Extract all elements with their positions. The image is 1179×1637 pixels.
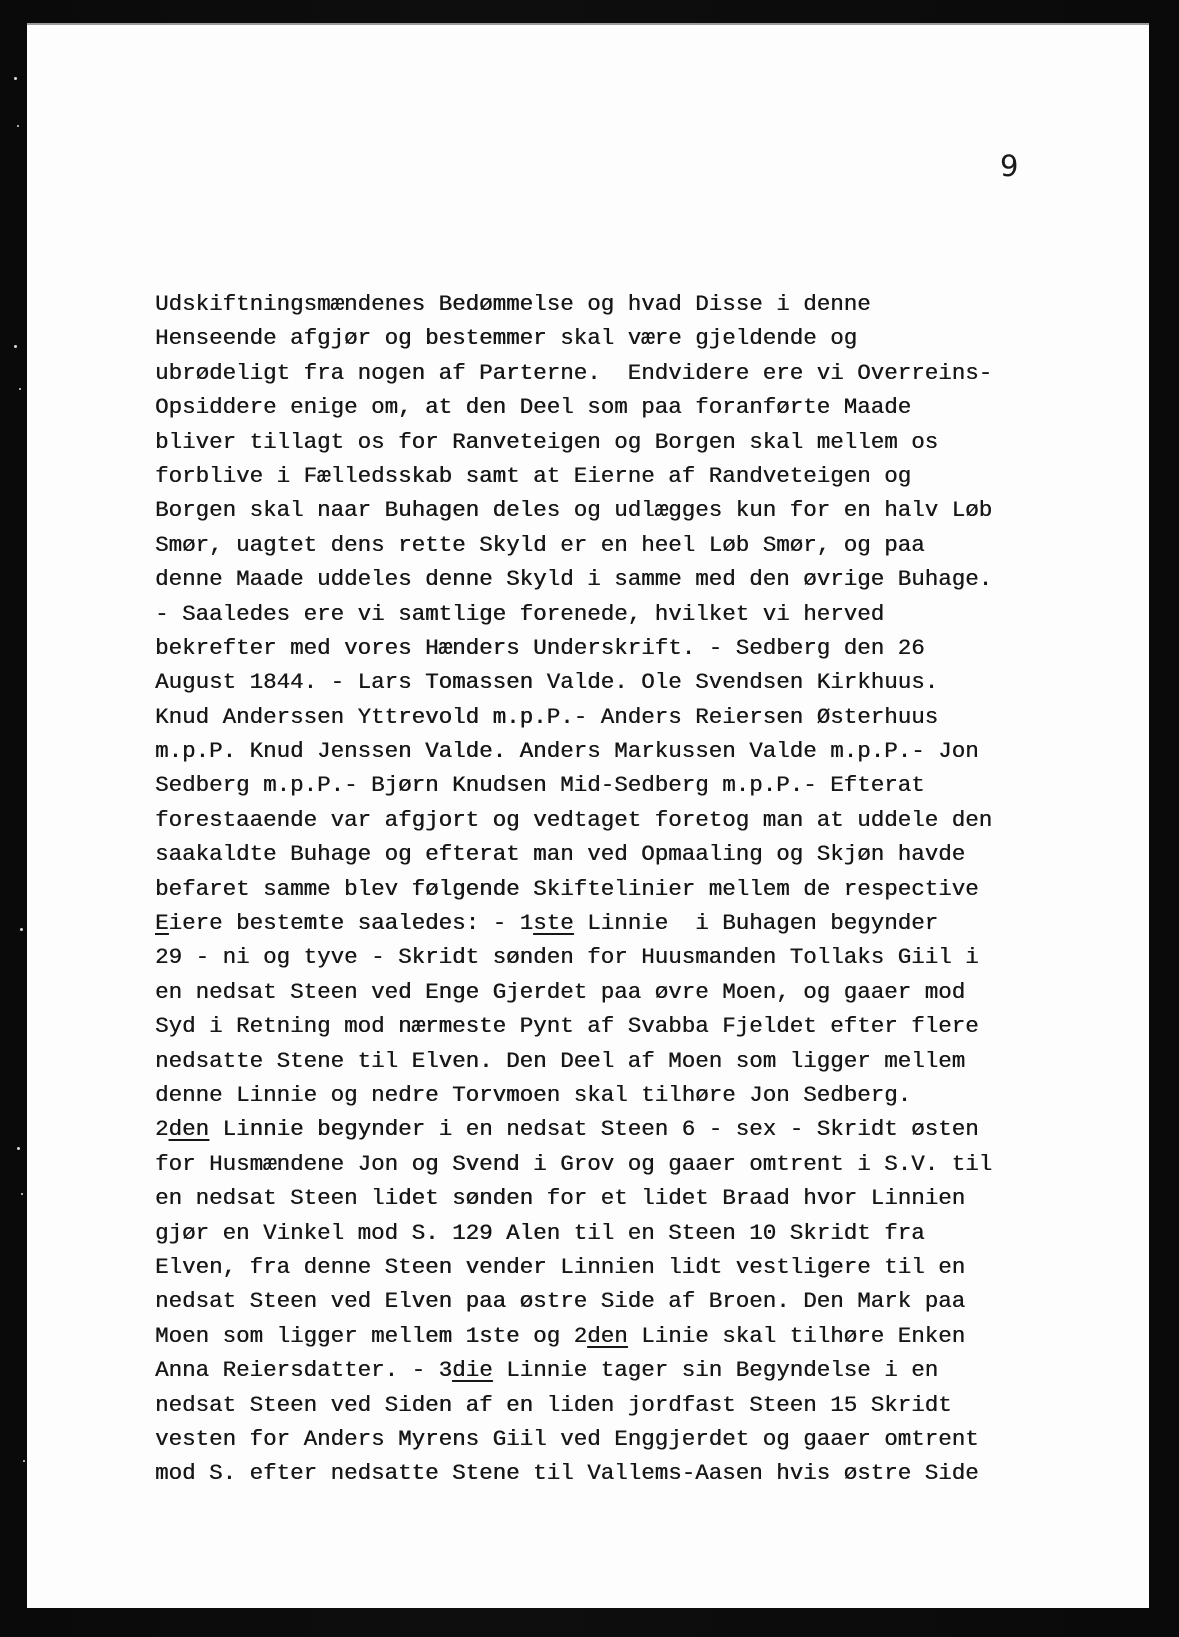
text-line bbox=[155, 975, 992, 1009]
text-line bbox=[155, 1250, 992, 1284]
text-segment: nedsat Steen ved Siden af en liden jordfast Steen 15 Skridt bbox=[155, 1391, 952, 1418]
text-segment: en nedsat Steen lidet sønden for et lidet Braad hvor Linnien bbox=[155, 1185, 966, 1212]
text-line bbox=[155, 597, 992, 631]
text-line bbox=[155, 1456, 992, 1490]
text-line bbox=[155, 1319, 992, 1353]
text-line bbox=[155, 1009, 992, 1043]
text-segment: saakaldte Buhage og efterat man ved Opmaaling og Skjøn havde bbox=[155, 841, 966, 868]
text-segment: Smør, uagtet dens rette Skyld er en heel Løb Smør, og paa bbox=[155, 531, 925, 558]
text-segment: mod S. efter nedsatte Stene til Vallems-Aasen hvis østre Side bbox=[155, 1460, 979, 1487]
dust-speck bbox=[23, 1460, 25, 1462]
text-segment: bekrefter med vores Hænders Underskrift. - Sedberg den 26 bbox=[155, 634, 925, 661]
text-segment: Linnie begynder i en nedsat Steen 6 - sex - Skridt østen bbox=[209, 1116, 979, 1143]
text-line bbox=[155, 872, 992, 906]
scanned-page bbox=[27, 23, 1149, 1608]
text-line bbox=[155, 1112, 992, 1146]
dust-speck bbox=[17, 1147, 20, 1150]
text-line bbox=[155, 459, 992, 493]
text-segment: - Saaledes ere vi samtlige forenede, hvilket vi herved bbox=[155, 600, 885, 627]
text-line bbox=[155, 906, 992, 940]
text-segment: Linnie i Buhagen begynder bbox=[573, 910, 939, 937]
dust-speck bbox=[19, 388, 21, 390]
text-segment: Elven, fra denne Steen vender Linnien lidt vestligere til en bbox=[155, 1253, 966, 1280]
text-line bbox=[155, 528, 992, 562]
text-line bbox=[155, 700, 992, 734]
text-segment: nedsatte Stene til Elven. Den Deel af Moen som ligger mellem bbox=[155, 1047, 966, 1074]
text-line bbox=[155, 1044, 992, 1078]
text-line bbox=[155, 1147, 992, 1181]
text-line bbox=[155, 1422, 992, 1456]
text-segment: forestaaende var afgjort og vedtaget foretog man at uddele den bbox=[155, 806, 993, 833]
text-segment: gjør en Vinkel mod S. 129 Alen til en Steen 10 Skridt fra bbox=[155, 1219, 925, 1246]
dust-speck bbox=[20, 928, 23, 931]
text-segment: iere bestemte saaledes: - 1 bbox=[168, 910, 534, 937]
text-segment: ubrødeligt fra nogen af Parterne. Endvidere ere vi Overreins- bbox=[155, 359, 993, 386]
text-line bbox=[155, 356, 992, 390]
text-line bbox=[155, 1216, 992, 1250]
text-line bbox=[155, 390, 992, 424]
dust-speck bbox=[14, 77, 17, 80]
text-segment: Anna Reiersdatter. - 3 bbox=[155, 1357, 453, 1384]
text-segment: Linie skal tilhøre Enken bbox=[627, 1322, 966, 1349]
text-line bbox=[155, 803, 992, 837]
dust-speck bbox=[14, 345, 17, 348]
text-line bbox=[155, 734, 992, 768]
text-line bbox=[155, 493, 992, 527]
text-line bbox=[155, 287, 992, 321]
text-line bbox=[155, 1284, 992, 1318]
text-segment: 2 bbox=[155, 1116, 169, 1143]
text-segment: August 1844. - Lars Tomassen Valde. Ole Svendsen Kirkhuus. bbox=[155, 669, 939, 696]
text-segment: en nedsat Steen ved Enge Gjerdet paa øvre Moen, og gaaer mod bbox=[155, 978, 966, 1005]
text-line bbox=[155, 631, 992, 665]
text-segment: denne Maade uddeles denne Skyld i samme med den øvrige Buhage. bbox=[155, 566, 993, 593]
dust-speck bbox=[21, 1193, 23, 1195]
underlined-text: den bbox=[168, 1116, 210, 1143]
text-line bbox=[155, 1388, 992, 1422]
text-line bbox=[155, 837, 992, 871]
text-segment: Knud Anderssen Yttrevold m.p.P.- Anders Reiersen Østerhuus bbox=[155, 703, 939, 730]
text-line bbox=[155, 940, 992, 974]
underlined-text: die bbox=[452, 1357, 493, 1384]
underlined-text: ste bbox=[533, 910, 574, 937]
text-line bbox=[155, 1353, 992, 1387]
text-line bbox=[155, 562, 992, 596]
text-segment: Opsiddere enige om, at den Deel som paa foranførte Maade bbox=[155, 394, 912, 421]
text-segment: denne Linnie og nedre Torvmoen skal tilhøre Jon Sedberg. bbox=[155, 1081, 912, 1108]
text-block bbox=[155, 287, 992, 1491]
page-number: 9 bbox=[1000, 149, 1019, 183]
text-segment: 29 - ni og tyve - Skridt sønden for Huusmanden Tollaks Giil i bbox=[155, 944, 979, 971]
text-segment: Udskiftningsmændenes Bedømmelse og hvad Disse i denne bbox=[155, 291, 871, 317]
text-segment: nedsat Steen ved Elven paa østre Side af Broen. Den Mark paa bbox=[155, 1288, 966, 1315]
text-segment: Sedberg m.p.P.- Bjørn Knudsen Mid-Sedberg m.p.P.- Efterat bbox=[155, 772, 925, 799]
text-segment: Linnie tager sin Begyndelse i en bbox=[492, 1357, 939, 1384]
text-line bbox=[155, 321, 992, 355]
text-segment: Henseende afgjør og bestemmer skal være gjeldende og bbox=[155, 325, 858, 352]
text-line bbox=[155, 1078, 992, 1112]
text-line bbox=[155, 768, 992, 802]
text-segment: Moen som ligger mellem 1ste og 2 bbox=[155, 1322, 588, 1349]
underlined-text: den bbox=[587, 1322, 628, 1349]
dust-speck bbox=[17, 125, 19, 127]
text-segment: vesten for Anders Myrens Giil ved Enggjerdet og gaaer omtrent bbox=[155, 1425, 979, 1452]
underlined-text: E bbox=[155, 910, 169, 937]
text-segment: forblive i Fælledsskab samt at Eierne af Randveteigen og bbox=[155, 462, 912, 489]
text-segment: m.p.P. Knud Jenssen Valde. Anders Markussen Valde m.p.P.- Jon bbox=[155, 738, 979, 765]
text-line bbox=[155, 665, 992, 699]
text-segment: Borgen skal naar Buhagen deles og udlægges kun for en halv Løb bbox=[155, 497, 993, 524]
text-segment: Syd i Retning mod nærmeste Pynt af Svabba Fjeldet efter flere bbox=[155, 1013, 979, 1040]
text-segment: bliver tillagt os for Ranveteigen og Borgen skal mellem os bbox=[155, 428, 939, 455]
text-line bbox=[155, 1181, 992, 1215]
text-segment: for Husmændene Jon og Svend i Grov og gaaer omtrent i S.V. til bbox=[155, 1150, 993, 1177]
text-line bbox=[155, 425, 992, 459]
text-segment: befaret samme blev følgende Skiftelinier mellem de respective bbox=[155, 875, 979, 902]
